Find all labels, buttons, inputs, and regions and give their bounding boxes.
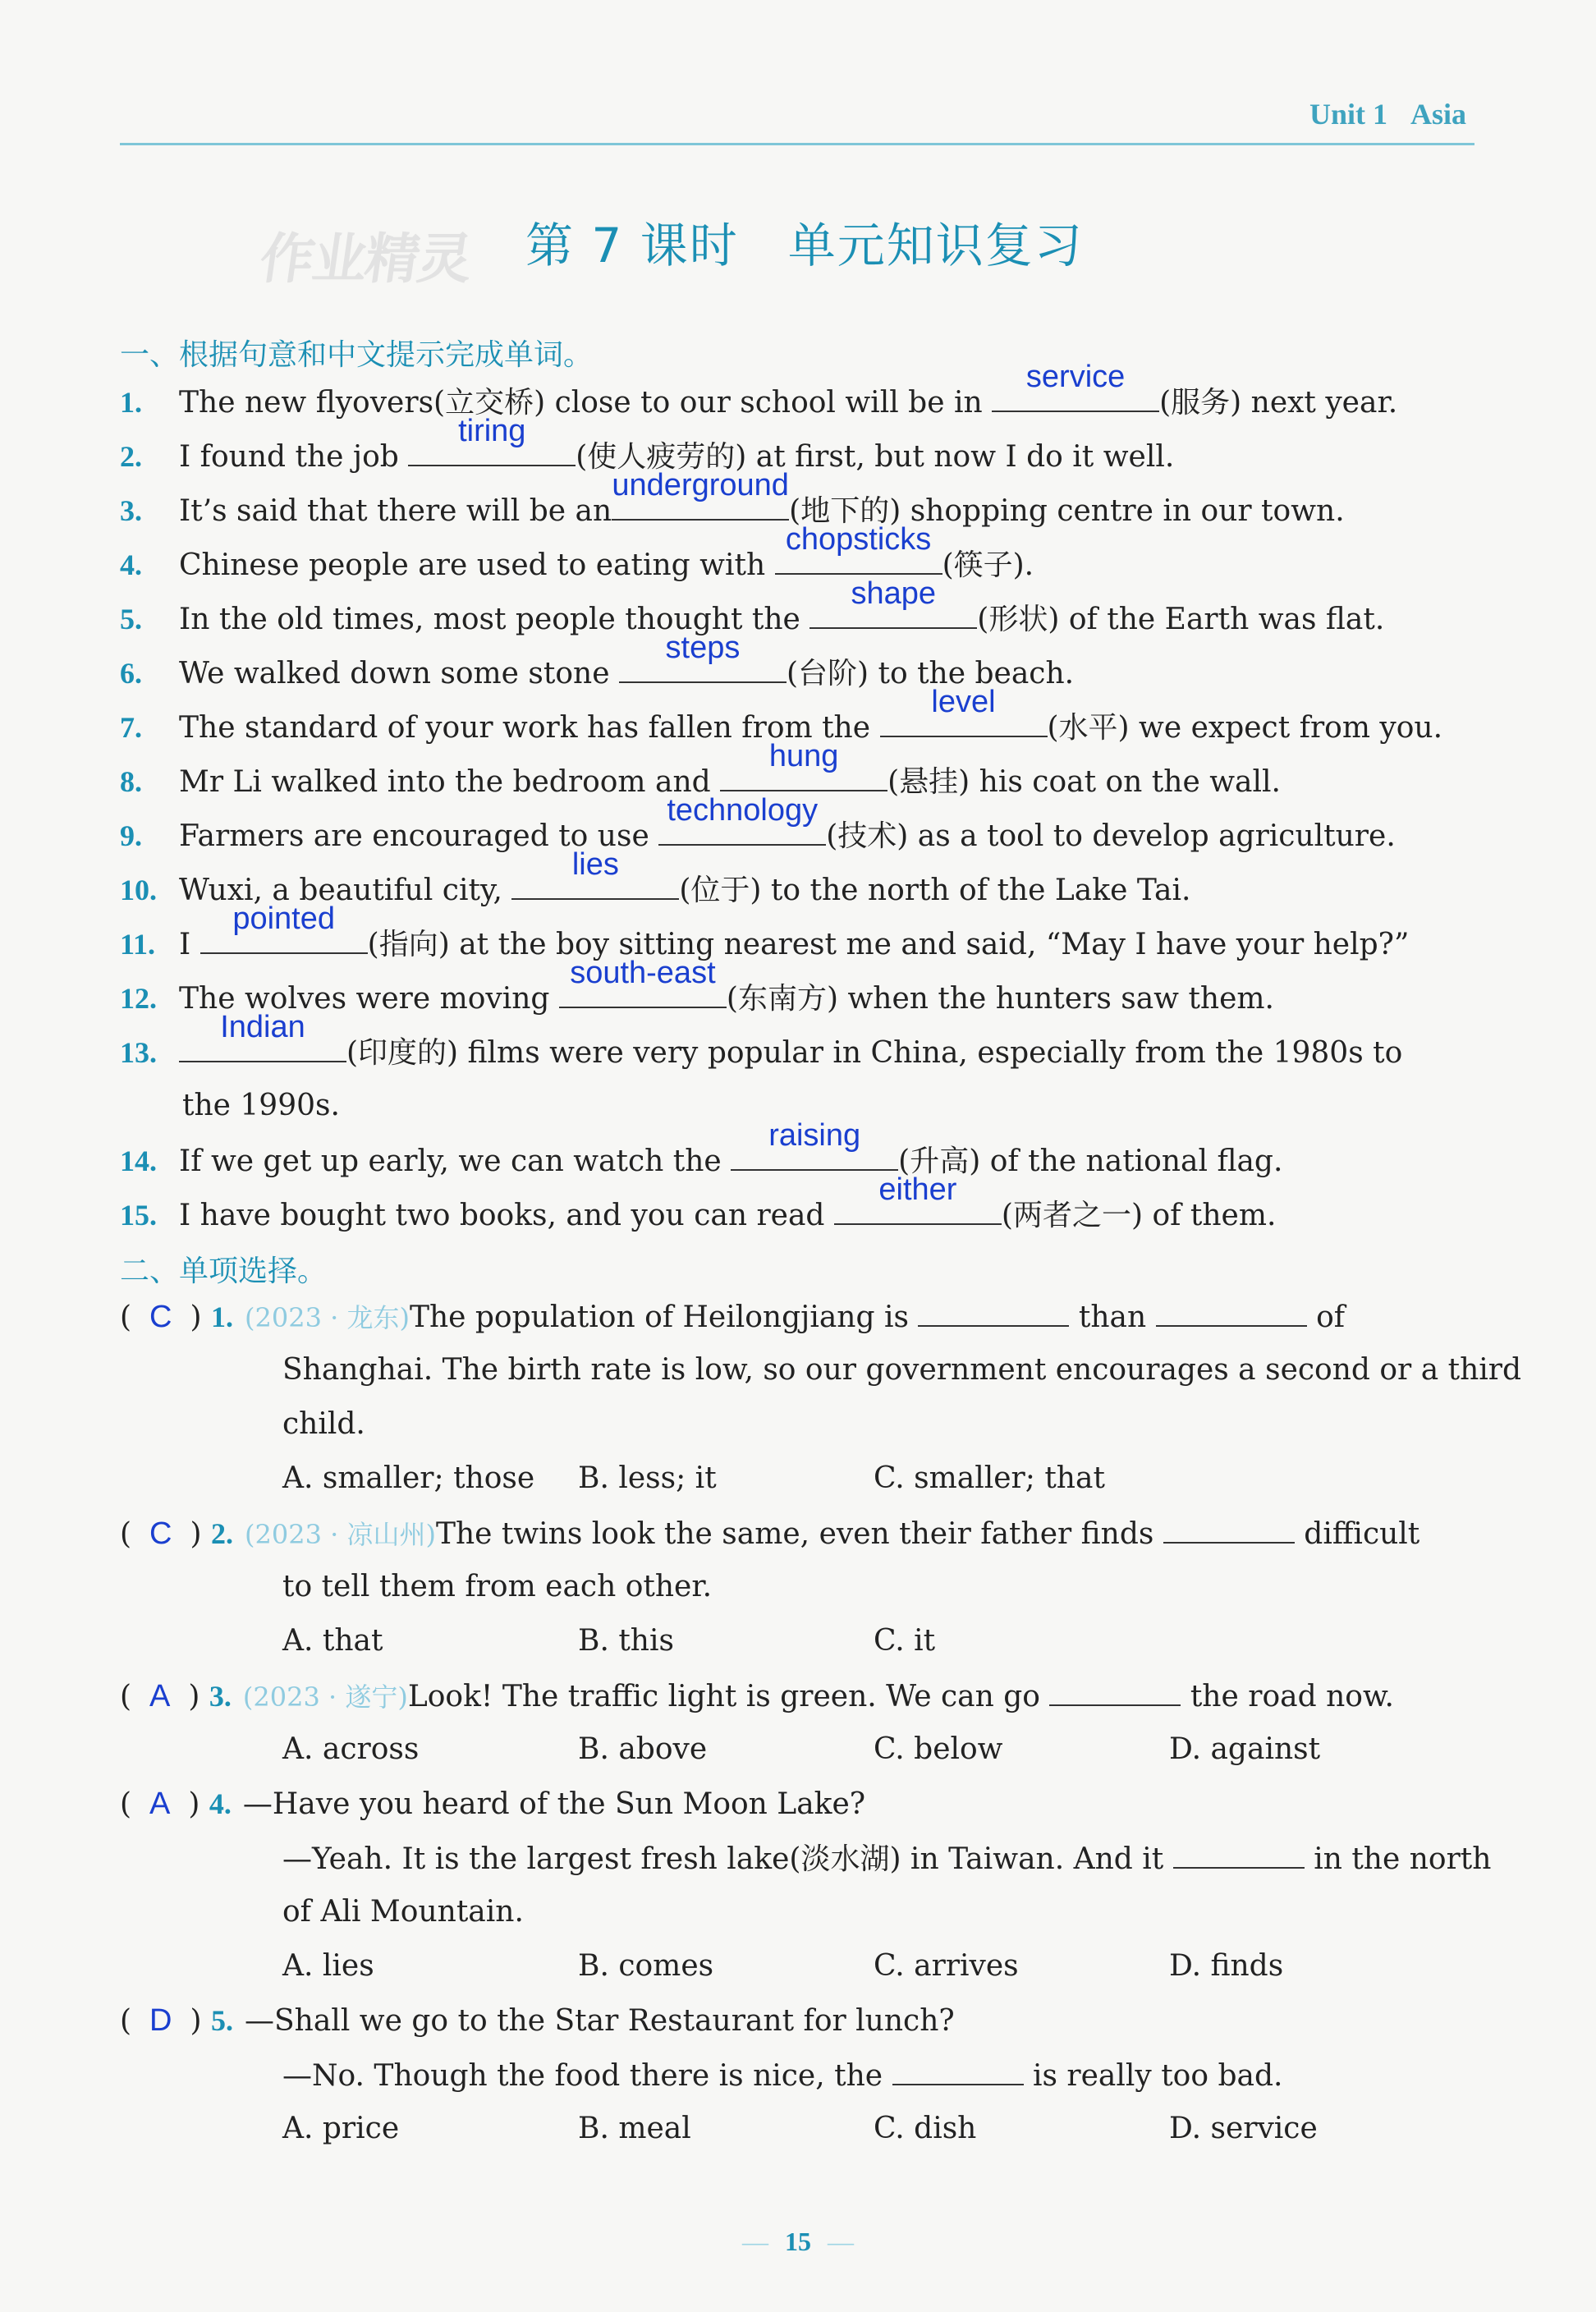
list-item [120,901,1483,972]
question-text: The population of Heilongjiang is [409,1300,909,1334]
answer-blank[interactable] [880,685,1048,737]
question-line: child. [282,1407,365,1441]
item-number: 11. [120,928,156,961]
answer-blank[interactable] [1173,1831,1305,1869]
answer-text: service [1025,360,1126,394]
item-text: I have bought two books, and you can read [179,1199,834,1232]
option-d[interactable]: D. finds [1169,1949,1284,1983]
options-row [282,2102,1465,2156]
item-number: 12. [120,982,157,1015]
item-text: In the old times, most people thought the [179,603,810,636]
answer-blank[interactable] [658,793,826,846]
answer-bracket: ( C ) [120,1516,202,1551]
option-a[interactable]: A. that [282,1624,383,1658]
option-c[interactable]: C. arrives [874,1949,1019,1983]
item-number: 5. [120,603,142,635]
question-text: The twins look the same, even their father finds [435,1517,1154,1551]
question-text: Look! The traffic light is green. We can go [407,1680,1040,1713]
options-row [282,1723,1465,1777]
answer-text: raising [768,1118,861,1153]
question-text: difficult [1304,1517,1420,1551]
answer-blank[interactable] [1163,1506,1295,1544]
question-number: 3. [209,1680,232,1713]
lesson-number: 第 7 课时 [525,218,739,273]
question-text: the road now. [1190,1680,1394,1713]
item-text: (悬挂) his coat on the wall. [887,765,1281,799]
question-text: is really too bad. [1032,2059,1283,2093]
answer-blank[interactable] [809,576,977,629]
answer-bracket: ( A ) [120,1787,200,1821]
list-item [120,1172,1483,1243]
question-number: 1. [211,1300,233,1333]
answer-blank[interactable] [612,468,789,521]
option-d[interactable]: D. service [1169,2112,1318,2145]
answer-blank[interactable] [918,1289,1069,1327]
item-text: (两者之一) of them. [1001,1199,1277,1232]
item-number: 3. [120,494,142,527]
answer-blank[interactable] [1049,1668,1181,1706]
question-line: to tell them from each other. [282,1570,713,1603]
item-text: Mr Li walked into the bedroom and [179,765,721,799]
question-text: —Have you heard of the Sun Moon Lake? [242,1787,866,1821]
option-a[interactable]: A. lies [282,1949,374,1983]
answer-text: level [931,685,996,719]
item-text: (东南方) when the hunters saw them. [726,982,1274,1016]
question-number: 2. [211,1517,233,1550]
mcq-answer: D [149,2003,172,2038]
option-b[interactable]: B. this [578,1624,674,1658]
option-a[interactable]: A. smaller; those [282,1461,535,1495]
mcq-answer: A [149,1787,171,1821]
question-number: 4. [209,1787,232,1820]
answer-blank[interactable] [179,1010,346,1062]
item-text: (形状) of the Earth was flat. [977,603,1385,636]
item-text: (使人疲劳的) at first, but now I do it well. [576,440,1175,474]
answer-text: south-east [570,956,716,990]
question-text: than [1078,1300,1147,1334]
unit-label: Unit 1 [1309,98,1387,131]
question-line: Shanghai. The birth rate is low, so our government encourages a second or a third [282,1353,1522,1387]
answer-blank[interactable] [408,414,576,466]
question-number: 5. [211,2004,233,2037]
question-text: —No. Though the food there is nice, the [282,2059,883,2093]
item-number: 6. [120,657,142,690]
item-text: Wuxi, a beautiful city, [179,874,512,907]
page-number: 15 [785,2227,811,2256]
question-line [282,2048,1282,2103]
answer-bracket: ( C ) [120,1300,202,1334]
item-number: 1. [120,386,142,419]
item-text: (升高) of the national flag. [898,1145,1283,1178]
mcq-question [120,1777,865,1832]
option-b[interactable]: B. less; it [578,1461,717,1495]
item-number: 2. [120,440,142,473]
watermark-logo: 作业精灵 [255,227,475,291]
lesson-name: 单元知识复习 [787,218,1084,273]
list-item [120,360,1483,430]
answer-bracket: ( D ) [120,2003,202,2038]
answer-text: hung [768,739,839,773]
item-text: The new flyovers(立交桥) close to our school will be in [179,386,993,420]
answer-blank[interactable] [834,1172,1002,1225]
option-b[interactable]: B. meal [578,2112,691,2145]
topic-label: Asia [1410,98,1466,131]
option-b[interactable]: B. comes [578,1949,714,1983]
item-text: It’s said that there will be an [179,494,612,528]
item-text: (水平) we expect from you. [1047,711,1443,745]
item-continuation: the 1990s. [182,1089,340,1122]
item-number: 8. [120,765,142,798]
answer-text: either [878,1172,957,1207]
options-row [282,1939,1465,1993]
answer-text: technology [667,793,819,828]
item-text: (指向) at the boy sitting nearest me and said, “May I have your help?” [367,928,1410,961]
item-text: I found the job [179,440,409,474]
item-number: 7. [120,711,142,744]
item-text: I [179,928,200,961]
question-text: —Shall we go to the Star Restaurant for lunch? [245,2004,955,2038]
item-number: 13. [120,1036,157,1069]
answer-blank[interactable] [511,847,679,900]
item-text: The wolves were moving [179,982,559,1016]
item-text: (印度的) films were very popular in China, especially from the 1980s to [346,1036,1403,1070]
item-number: 14. [120,1145,157,1177]
question-line [282,1831,1491,1887]
item-text: Farmers are encouraged to use [179,819,659,853]
page-header [120,97,1474,145]
answer-blank[interactable] [559,956,727,1008]
item-text: (技术) as a tool to develop agriculture. [826,819,1396,853]
option-a[interactable]: A. across [282,1732,420,1766]
item-text: The standard of your work has fallen from the [179,711,880,745]
item-text: (台阶) to the beach. [786,657,1075,690]
question-line: of Ali Mountain. [282,1895,524,1929]
item-number: 9. [120,819,142,852]
section2-title: 二、单项选择。 [120,1255,328,1288]
answer-text: pointed [232,901,335,936]
answer-blank[interactable] [200,901,368,954]
option-c[interactable]: C. below [874,1732,1003,1766]
answer-text: lies [571,847,619,882]
item-number: 4. [120,548,142,581]
mcq-answer: A [149,1679,171,1713]
list-item [120,576,1483,647]
item-text: (筷子). [942,548,1034,582]
question-text: —Yeah. It is the largest fresh lake(淡水湖) in Taiwan. And it [282,1842,1164,1876]
list-item [120,793,1483,864]
list-item [120,1118,1483,1189]
item-text: (地下的) shopping centre in our town. [789,494,1345,528]
option-c[interactable]: C. dish [874,2112,977,2145]
option-c[interactable]: C. it [874,1624,936,1658]
answer-bracket: ( A ) [120,1679,200,1713]
item-text: (位于) to the north of the Lake Tai. [679,874,1191,907]
mcq-question [120,1506,1419,1562]
answer-blank[interactable] [992,360,1159,412]
section1-title: 一、根据句意和中文提示完成单词。 [120,338,594,372]
option-a[interactable]: A. price [282,2112,400,2145]
question-source: (2023 · 龙东) [245,1302,410,1333]
answer-text: steps [665,631,741,665]
list-item [120,631,1483,701]
question-text: in the north [1314,1842,1492,1876]
mcq-answer: C [149,1300,172,1334]
answer-text: underground [612,468,789,502]
answer-blank[interactable] [892,2048,1024,2085]
options-row [282,1614,1169,1668]
option-b[interactable]: B. above [578,1732,708,1766]
item-number: 10. [120,874,157,906]
item-number: 15. [120,1199,157,1232]
answer-text: chopsticks [785,522,932,557]
mcq-question [120,1668,1394,1724]
mcq-question [120,1289,1345,1345]
options-row [282,1452,1169,1506]
question-source: (2023 · 凉山州) [245,1519,436,1550]
answer-text: shape [851,576,937,611]
mcq-answer: C [149,1516,172,1551]
option-c[interactable]: C. smaller; that [874,1461,1105,1495]
answer-text: Indian [220,1010,305,1044]
list-item [120,414,1483,484]
list-item [120,1010,1483,1080]
item-text: We walked down some stone [179,657,619,690]
question-text: of [1316,1300,1346,1334]
answer-blank[interactable] [1156,1289,1307,1327]
answer-blank[interactable] [619,631,787,683]
mcq-question [120,1993,955,2048]
item-text: If we get up early, we can watch the [179,1145,732,1178]
question-source: (2023 · 遂宁) [242,1681,408,1713]
option-d[interactable]: D. against [1169,1732,1321,1766]
page-footer: — 15 — [742,2227,854,2256]
answer-text: tiring [458,414,526,448]
item-text: (服务) next year. [1159,386,1398,420]
item-text: Chinese people are used to eating with [179,548,775,582]
list-item [120,522,1483,593]
header-text [1286,97,1466,131]
page-title [525,207,1084,276]
